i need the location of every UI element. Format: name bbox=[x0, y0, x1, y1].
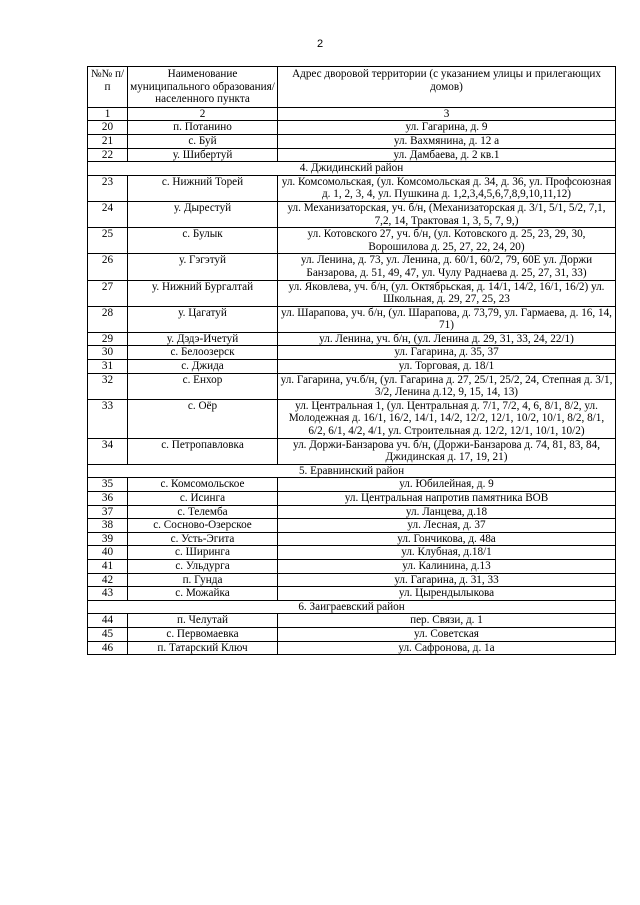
courtyard-address: ул. Гагарина, д. 31, 33 bbox=[278, 573, 616, 587]
row-number: 31 bbox=[88, 360, 128, 374]
table-row bbox=[88, 532, 616, 546]
settlement-name: у. Шибертуй bbox=[128, 148, 278, 162]
courtyard-address: ул. Комсомольская, (ул. Комсомольская д. 34, д. 36, ул. Профсоюзная д. 1, 2, 3, 4, ул. Пушкина д. 1,2,3,4,5,6,7,8,9,10,11,12) bbox=[278, 175, 616, 201]
settlement-name: у. Дэдэ-Ичетуй bbox=[128, 332, 278, 346]
page-number: 2 bbox=[316, 38, 324, 50]
table-row bbox=[88, 148, 616, 162]
courtyard-address: ул. Котовского 27, уч. б/н, (ул. Котовского д. 25, 23, 29, 30, Ворошилова д. 25, 27, 22, 24, 20) bbox=[278, 228, 616, 254]
courtyard-address: ул. Доржи-Банзарова уч. б/н, (Доржи-Банзарова д. 74, 81, 83, 84, Джидинская д. 17, 19, 21) bbox=[278, 438, 616, 464]
table-row bbox=[88, 228, 616, 254]
settlement-name: с. Первомаевка bbox=[128, 627, 278, 641]
row-number: 29 bbox=[88, 332, 128, 346]
courtyard-address: ул. Ланцева, д.18 bbox=[278, 505, 616, 519]
courtyard-address: ул. Гончикова, д. 48а bbox=[278, 532, 616, 546]
column-numbering-row bbox=[88, 107, 616, 121]
section-row bbox=[88, 600, 616, 614]
courtyard-address: ул. Лесная, д. 37 bbox=[278, 519, 616, 533]
courtyard-address: ул. Центральная напротив памятника ВОВ bbox=[278, 492, 616, 506]
column-number-1: 1 bbox=[88, 107, 128, 121]
table-row bbox=[88, 175, 616, 201]
settlement-name: с. Белоозерск bbox=[128, 346, 278, 360]
row-number: 20 bbox=[88, 121, 128, 135]
row-number: 21 bbox=[88, 134, 128, 148]
row-number: 28 bbox=[88, 306, 128, 332]
table-row bbox=[88, 360, 616, 374]
courtyard-address: ул. Юбилейная, д. 9 bbox=[278, 478, 616, 492]
settlement-name: с. Усть-Эгита bbox=[128, 532, 278, 546]
row-number: 23 bbox=[88, 175, 128, 201]
settlement-name: с. Телемба bbox=[128, 505, 278, 519]
table-row bbox=[88, 505, 616, 519]
courtyard-address: ул. Гагарина, д. 35, 37 bbox=[278, 346, 616, 360]
courtyard-address: ул. Цырендылыкова bbox=[278, 587, 616, 601]
settlement-name: с. Ульдурга bbox=[128, 559, 278, 573]
row-number: 40 bbox=[88, 546, 128, 560]
table-row bbox=[88, 346, 616, 360]
row-number: 41 bbox=[88, 559, 128, 573]
courtyard-address: ул. Дамбаева, д. 2 кв.1 bbox=[278, 148, 616, 162]
table-row bbox=[88, 373, 616, 399]
courtyard-address: пер. Связи, д. 1 bbox=[278, 614, 616, 628]
row-number: 30 bbox=[88, 346, 128, 360]
courtyard-address: ул. Гагарина, д. 9 bbox=[278, 121, 616, 135]
row-number: 26 bbox=[88, 254, 128, 280]
row-number: 33 bbox=[88, 399, 128, 438]
row-number: 27 bbox=[88, 280, 128, 306]
section-title: 4. Джидинский район bbox=[88, 162, 616, 176]
settlement-name: у. Цагатуй bbox=[128, 306, 278, 332]
row-number: 38 bbox=[88, 519, 128, 533]
table-row bbox=[88, 306, 616, 332]
row-number: 43 bbox=[88, 587, 128, 601]
row-number: 44 bbox=[88, 614, 128, 628]
settlement-name: у. Нижний Бургалтай bbox=[128, 280, 278, 306]
settlement-name: с. Комсомольское bbox=[128, 478, 278, 492]
settlement-name: с. Петропавловка bbox=[128, 438, 278, 464]
settlement-name: с. Можайка bbox=[128, 587, 278, 601]
column-number-2: 2 bbox=[128, 107, 278, 121]
settlement-name: с. Ширинга bbox=[128, 546, 278, 560]
section-row bbox=[88, 464, 616, 478]
row-number: 36 bbox=[88, 492, 128, 506]
courtyard-address: ул. Механизаторская, уч. б/н, (Механизаторская д. 3/1, 5/1, 5/2, 7,1, 7,2, 14, Трактовая 1, 3, 5, 7, 9,) bbox=[278, 201, 616, 227]
header-number: №№ п/п bbox=[88, 67, 128, 108]
table-row bbox=[88, 478, 616, 492]
courtyard-address: ул. Клубная, д.18/1 bbox=[278, 546, 616, 560]
settlement-name: с. Булык bbox=[128, 228, 278, 254]
table-row bbox=[88, 332, 616, 346]
settlement-name: с. Енхор bbox=[128, 373, 278, 399]
settlement-name: у. Дырестуй bbox=[128, 201, 278, 227]
row-number: 25 bbox=[88, 228, 128, 254]
courtyard-address: ул. Ленина, д. 73, ул. Ленина, д. 60/1, 60/2, 79, 60Е ул. Доржи Банзарова, д. 51, 49, 47, ул. Чулу Раднаева д. 25, 27, 31, 33) bbox=[278, 254, 616, 280]
table-row bbox=[88, 627, 616, 641]
settlement-name: п. Гунда bbox=[128, 573, 278, 587]
settlement-name: п. Челутай bbox=[128, 614, 278, 628]
table-row bbox=[88, 280, 616, 306]
courtyard-addresses-table bbox=[87, 66, 616, 655]
row-number: 35 bbox=[88, 478, 128, 492]
settlement-name: с. Сосново-Озерское bbox=[128, 519, 278, 533]
row-number: 39 bbox=[88, 532, 128, 546]
row-number: 24 bbox=[88, 201, 128, 227]
table-row bbox=[88, 587, 616, 601]
settlement-name: у. Гэгэтуй bbox=[128, 254, 278, 280]
table-row bbox=[88, 519, 616, 533]
table-row bbox=[88, 438, 616, 464]
courtyard-address: ул. Гагарина, уч.б/н, (ул. Гагарина д. 27, 25/1, 25/2, 24, Степная д. 3/1, 3/2, Ленина д.12, 9, 15, 14, 13) bbox=[278, 373, 616, 399]
settlement-name: с. Оёр bbox=[128, 399, 278, 438]
table-row bbox=[88, 399, 616, 438]
table-row bbox=[88, 614, 616, 628]
header-address: Адрес дворовой территории (с указанием улицы и прилегающих домов) bbox=[278, 67, 616, 108]
settlement-name: с. Джида bbox=[128, 360, 278, 374]
courtyard-address: ул. Сафронова, д. 1а bbox=[278, 641, 616, 655]
row-number: 37 bbox=[88, 505, 128, 519]
courtyard-address: ул. Шарапова, уч. б/н, (ул. Шарапова, д. 73,79, ул. Гармаева, д. 16, 14, 71) bbox=[278, 306, 616, 332]
table-row bbox=[88, 121, 616, 135]
row-number: 45 bbox=[88, 627, 128, 641]
settlement-name: с. Буй bbox=[128, 134, 278, 148]
table-row bbox=[88, 573, 616, 587]
settlement-name: с. Исинга bbox=[128, 492, 278, 506]
row-number: 22 bbox=[88, 148, 128, 162]
row-number: 42 bbox=[88, 573, 128, 587]
courtyard-address: ул. Центральная 1, (ул. Центральная д. 7/1, 7/2, 4, 6, 8/1, 8/2, ул. Молодежная д. 16/1, 16/2, 14/1, 14/2, 12/2, 12/1, 10/2, 10/1, 8/2, 8/1, 6/2, 6/1, 4/2, 4/1, ул. Строительная д. 12/2, 12/1, 10/1, 10/2) bbox=[278, 399, 616, 438]
table-body bbox=[88, 121, 616, 655]
settlement-name: с. Нижний Торей bbox=[128, 175, 278, 201]
table-header-row bbox=[88, 67, 616, 108]
courtyard-address: ул. Ленина, уч. б/н, (ул. Ленина д. 29, 31, 33, 24, 22/1) bbox=[278, 332, 616, 346]
courtyard-address: ул. Яковлева, уч. б/н, (ул. Октябрьская, д. 14/1, 14/2, 16/1, 16/2) ул. Школьная, д. 29, 27, 25, 23 bbox=[278, 280, 616, 306]
courtyard-address: ул. Советская bbox=[278, 627, 616, 641]
section-row bbox=[88, 162, 616, 176]
section-title: 6. Заиграевский район bbox=[88, 600, 616, 614]
row-number: 32 bbox=[88, 373, 128, 399]
courtyard-address: ул. Вахмянина, д. 12 а bbox=[278, 134, 616, 148]
table-row bbox=[88, 201, 616, 227]
table-row bbox=[88, 641, 616, 655]
settlement-name: п. Потанино bbox=[128, 121, 278, 135]
header-municipality: Наименование муниципального образования/населенного пункта bbox=[128, 67, 278, 108]
table-row bbox=[88, 492, 616, 506]
table-row bbox=[88, 559, 616, 573]
section-title: 5. Еравнинский район bbox=[88, 464, 616, 478]
row-number: 46 bbox=[88, 641, 128, 655]
courtyard-address: ул. Калинина, д.13 bbox=[278, 559, 616, 573]
column-number-3: 3 bbox=[278, 107, 616, 121]
courtyard-address: ул. Торговая, д. 18/1 bbox=[278, 360, 616, 374]
table-row bbox=[88, 546, 616, 560]
table-row bbox=[88, 134, 616, 148]
settlement-name: п. Татарский Ключ bbox=[128, 641, 278, 655]
row-number: 34 bbox=[88, 438, 128, 464]
table-row bbox=[88, 254, 616, 280]
